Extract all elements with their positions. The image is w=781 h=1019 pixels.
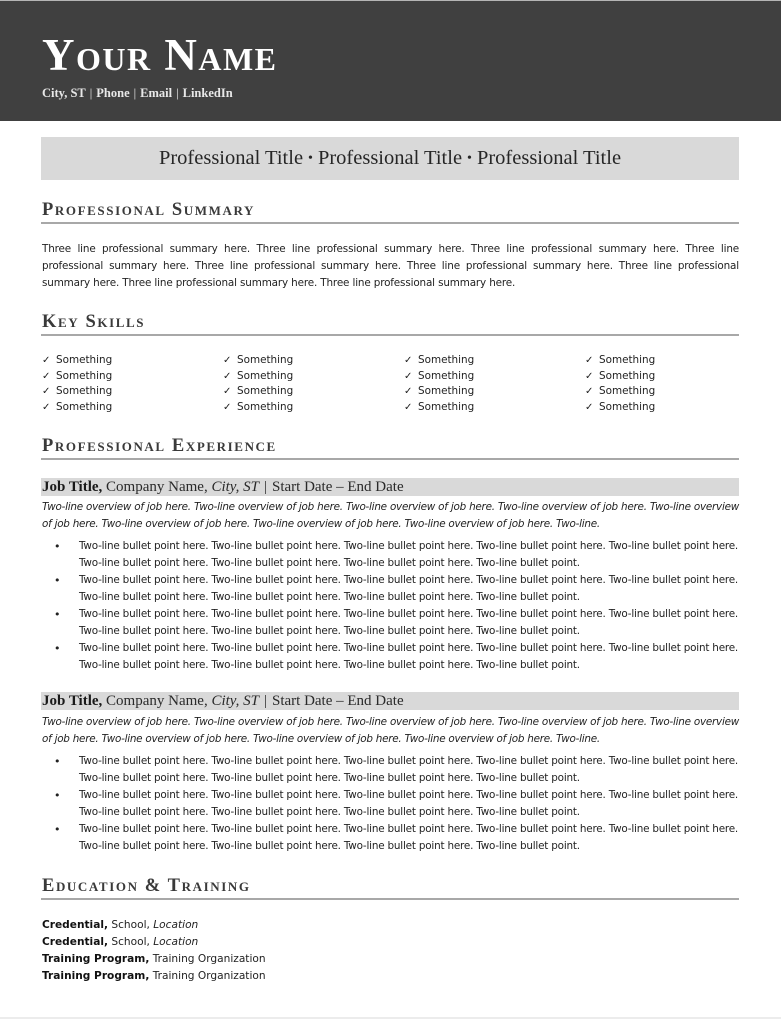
- bullet-text: Two-line bullet point here. Two-line bullet point here. Two-line bullet point here. Two-line bullet point here. Two-line bullet point here. Two-line bullet point here. Two-line bullet point here. Two-line bullet point here. Two-line bullet point.: [79, 574, 739, 603]
- list-item: [42, 640, 739, 674]
- list-item: [42, 821, 739, 855]
- list-item: [42, 572, 739, 606]
- job-dates: Start Date – End Date: [271, 692, 404, 709]
- skill-label: Something: [418, 385, 475, 397]
- job-overview: Two-line overview of job here. Two-line overview of job here. Two-line overview of job here. Two-line overview of job here. Two-line overview of job here. Two-line overview of job here. Two-line overview of job here. Two-line overview of job here. Two-line.: [42, 716, 739, 745]
- skill-item: [223, 353, 404, 369]
- skill-item: [585, 384, 739, 400]
- check-icon: ✓: [42, 401, 51, 413]
- education-item: [42, 934, 266, 951]
- section-heading-text: Professional Summary: [42, 200, 256, 220]
- skill-label: Something: [56, 400, 113, 413]
- skills-column: [223, 353, 404, 415]
- check-icon: ✓: [223, 401, 232, 413]
- contact-separator: |: [133, 86, 137, 100]
- list-item: [42, 787, 739, 821]
- list-item: [42, 753, 739, 787]
- professional-title: Professional Title: [317, 147, 463, 169]
- skills-column: [42, 353, 223, 415]
- bullet-icon: •: [54, 789, 61, 802]
- bullet-text: Two-line bullet point here. Two-line bullet point here. Two-line bullet point here. Two-line bullet point here. Two-line bullet point here. Two-line bullet point here. Two-line bullet point here. Two-line bullet point here. Two-line bullet point.: [79, 608, 739, 637]
- company-name: Company Name,: [106, 478, 208, 495]
- skill-item: [585, 369, 739, 385]
- skill-label: Something: [237, 369, 294, 382]
- section-heading-text: Education & Training: [42, 876, 251, 896]
- bullet-text: Two-line bullet point here. Two-line bullet point here. Two-line bullet point here. Two-line bullet point here. Two-line bullet point here. Two-line bullet point here. Two-line bullet point here. Two-line bullet point here. Two-line bullet point.: [79, 642, 739, 671]
- education-item: [42, 968, 266, 985]
- skill-label: Something: [599, 400, 656, 413]
- school: School,: [108, 919, 154, 931]
- contact-linkedin: LinkedIn: [182, 86, 233, 100]
- candidate-name: Your Name: [42, 30, 278, 80]
- skill-label: Something: [418, 369, 475, 382]
- job-title: Job Title,: [42, 692, 103, 709]
- skills-grid: [42, 353, 739, 415]
- professional-titles-bar: [41, 137, 739, 180]
- check-icon: ✓: [404, 370, 413, 382]
- list-item: [42, 538, 739, 572]
- section-heading-summary: [41, 200, 739, 224]
- contact-location: City, ST: [42, 86, 86, 100]
- check-icon: ✓: [404, 355, 413, 366]
- section-heading-education: [41, 876, 739, 900]
- check-icon: ✓: [585, 355, 594, 366]
- training-organization: Training Organization: [149, 970, 266, 982]
- training-organization: Training Organization: [149, 953, 266, 965]
- skill-label: Something: [599, 385, 656, 397]
- education-item: [42, 951, 266, 968]
- job-bullet-list: [42, 753, 739, 855]
- job-dates: Start Date – End Date: [271, 478, 404, 495]
- check-icon: ✓: [404, 401, 413, 413]
- location: Location: [153, 919, 199, 931]
- skill-item: [404, 384, 585, 400]
- separator: |: [263, 478, 267, 495]
- check-icon: ✓: [585, 386, 594, 397]
- check-icon: ✓: [223, 386, 232, 397]
- job-bullet-list: [42, 538, 739, 674]
- bullet-icon: •: [54, 642, 61, 655]
- skill-label: Something: [56, 369, 113, 382]
- bullet-text: Two-line bullet point here. Two-line bullet point here. Two-line bullet point here. Two-line bullet point here. Two-line bullet point here. Two-line bullet point here. Two-line bullet point here. Two-line bullet point here. Two-line bullet point.: [79, 755, 739, 784]
- education-list: [42, 917, 266, 985]
- contact-phone: Phone: [96, 86, 130, 100]
- skill-item: [42, 369, 223, 385]
- skill-item: [585, 400, 739, 416]
- school: School,: [108, 936, 154, 948]
- job-title: Job Title,: [42, 478, 103, 495]
- credential: Credential,: [42, 936, 108, 948]
- list-item: [42, 606, 739, 640]
- check-icon: ✓: [42, 370, 51, 382]
- skill-item: [42, 384, 223, 400]
- check-icon: ✓: [585, 370, 594, 382]
- bullet-icon: •: [54, 608, 61, 621]
- resume-header: [0, 0, 781, 121]
- section-heading-skills: [41, 312, 739, 336]
- skill-label: Something: [418, 354, 475, 366]
- skill-label: Something: [56, 354, 113, 366]
- skill-item: [42, 353, 223, 369]
- skill-label: Something: [237, 400, 294, 413]
- skill-item: [42, 400, 223, 416]
- skill-label: Something: [418, 400, 475, 413]
- check-icon: ✓: [585, 401, 594, 413]
- skill-item: [223, 369, 404, 385]
- section-heading-text: Professional Experience: [42, 436, 277, 456]
- skill-item: [223, 384, 404, 400]
- skill-item: [404, 400, 585, 416]
- bullet-icon: •: [54, 755, 61, 768]
- check-icon: ✓: [223, 355, 232, 366]
- bullet-text: Two-line bullet point here. Two-line bullet point here. Two-line bullet point here. Two-line bullet point here. Two-line bullet point here. Two-line bullet point here. Two-line bullet point here. Two-line bullet point here. Two-line bullet point.: [79, 823, 739, 852]
- contact-line: [42, 86, 233, 100]
- separator: |: [263, 692, 267, 709]
- job-heading: [41, 478, 739, 496]
- skill-label: Something: [56, 385, 113, 397]
- contact-email: Email: [140, 86, 173, 100]
- job-heading: [41, 692, 739, 710]
- skill-label: Something: [237, 385, 294, 397]
- skill-label: Something: [599, 369, 656, 382]
- skills-column: [585, 353, 739, 415]
- skill-item: [404, 353, 585, 369]
- credential: Credential,: [42, 919, 108, 931]
- bullet-text: Two-line bullet point here. Two-line bullet point here. Two-line bullet point here. Two-line bullet point here. Two-line bullet point here. Two-line bullet point here. Two-line bullet point here. Two-line bullet point here. Two-line bullet point.: [79, 540, 739, 569]
- check-icon: ✓: [42, 355, 51, 366]
- company-name: Company Name,: [106, 692, 208, 709]
- skill-item: [223, 400, 404, 416]
- location: Location: [153, 936, 199, 948]
- bullet-separator-icon: •: [467, 150, 472, 166]
- check-icon: ✓: [223, 370, 232, 382]
- contact-separator: |: [176, 86, 179, 100]
- training-program: Training Program,: [42, 970, 150, 982]
- skill-label: Something: [237, 354, 294, 366]
- skill-item: [585, 353, 739, 369]
- education-item: [42, 917, 266, 934]
- check-icon: ✓: [404, 386, 413, 397]
- bullet-icon: •: [54, 574, 61, 587]
- section-heading-text: Key Skills: [42, 312, 146, 332]
- section-heading-experience: [41, 436, 739, 460]
- professional-title: Professional Title: [158, 147, 304, 169]
- job-location: City, ST: [211, 692, 259, 709]
- bullet-icon: •: [54, 823, 61, 836]
- check-icon: ✓: [42, 386, 51, 397]
- contact-separator: |: [89, 86, 93, 100]
- training-program: Training Program,: [42, 953, 150, 965]
- summary-text: Three line professional summary here. Three line professional summary here. Three line professional summary here. Three line professional summary here. Three line professional summary here. Three line professional summary here. Three line professional summary here. Three line professional summary here. Three line professional summary here.: [42, 243, 739, 289]
- skill-item: [404, 369, 585, 385]
- skill-label: Something: [599, 354, 656, 366]
- skills-column: [404, 353, 585, 415]
- bullet-icon: •: [54, 540, 61, 553]
- professional-title: Professional Title: [476, 147, 622, 169]
- bullet-text: Two-line bullet point here. Two-line bullet point here. Two-line bullet point here. Two-line bullet point here. Two-line bullet point here. Two-line bullet point here. Two-line bullet point here. Two-line bullet point here. Two-line bullet point.: [79, 789, 739, 818]
- bullet-separator-icon: •: [308, 150, 313, 166]
- job-overview: Two-line overview of job here. Two-line overview of job here. Two-line overview of job here. Two-line overview of job here. Two-line overview of job here. Two-line overview of job here. Two-line overview of job here. Two-line overview of job here. Two-line.: [42, 501, 739, 530]
- job-location: City, ST: [211, 478, 259, 495]
